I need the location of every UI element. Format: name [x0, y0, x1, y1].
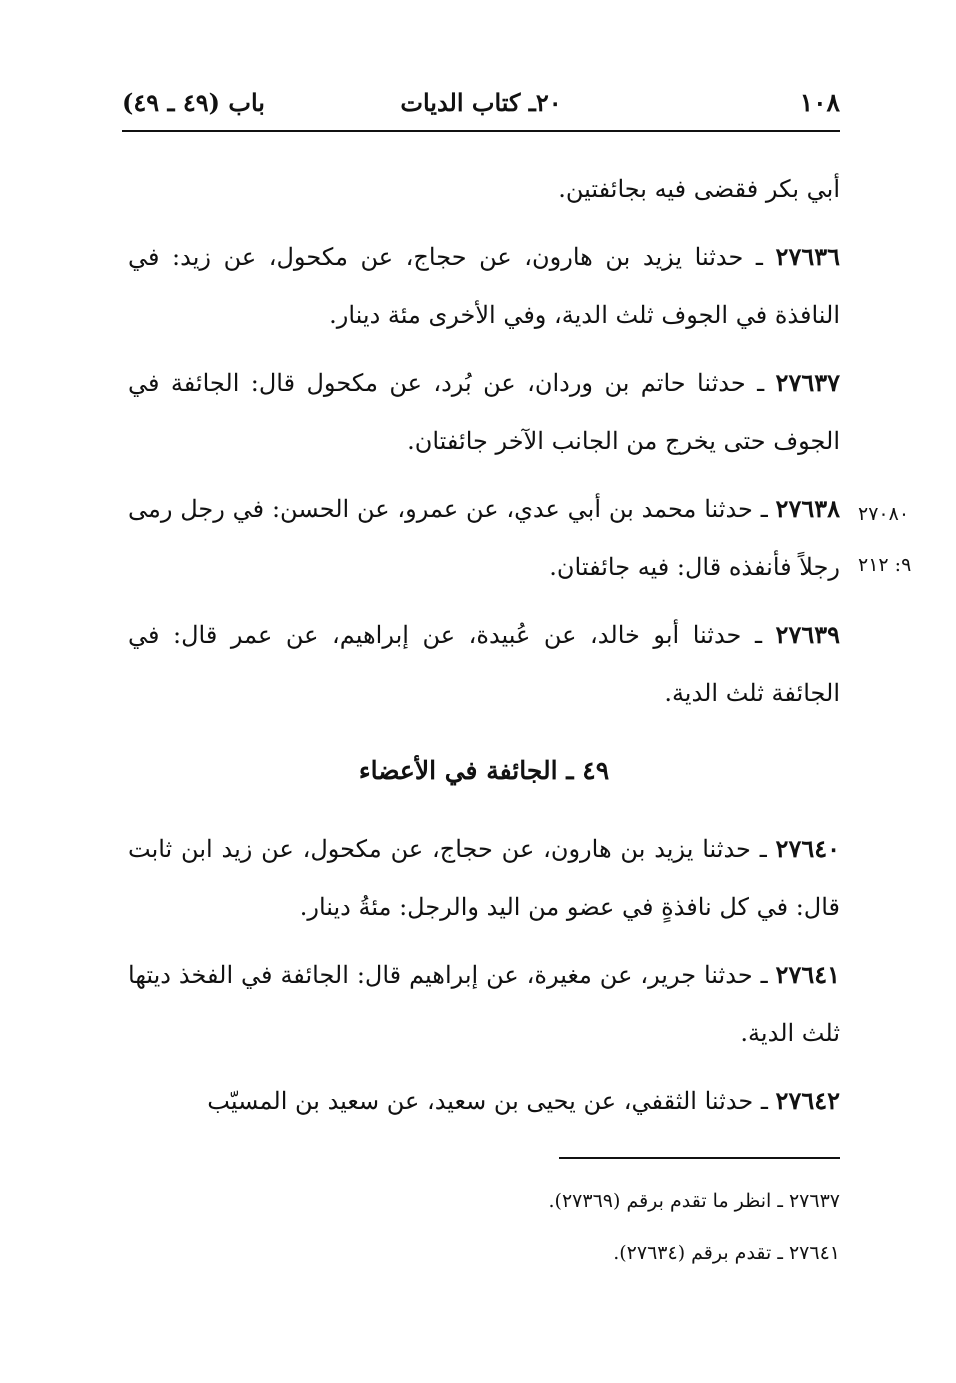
hadith-number: ٢٧٦٤٠ [775, 834, 840, 863]
hadith-27639 [128, 606, 840, 722]
section-heading: ٤٩ ـ الجائفة في الأعضاء [358, 756, 610, 785]
hadith-number: ٢٧٦٣٩ [775, 620, 840, 649]
margin-reference-number: ٢٧٠٨٠ [858, 503, 910, 525]
hadith-text: ـ حدثنا أبو خالد، عن عُبيدة، عن إبراهيم، عن عمر قال: في الجائفة ثلث الدية. [128, 621, 840, 707]
hadith-number: ٢٧٦٤٢ [775, 1086, 840, 1115]
hadith-number: ٢٧٦٣٦ [775, 242, 840, 271]
hadith-27636 [128, 228, 840, 344]
hadith-text: ـ حدثنا يزيد بن هارون، عن حجاج، عن مكحول، عن زيد ابن ثابت قال: في كل نافذةٍ في عضو من اليد والرجل: مئةُ دينار. [128, 835, 840, 921]
main-text [128, 160, 840, 1140]
hadith-text: ـ حدثنا حاتم بن وردان، عن بُرد، عن مكحول قال: الجائفة في الجوف حتى يخرج من الجانب الآخر جائفتان. [128, 369, 840, 455]
footnote-divider [559, 1157, 840, 1159]
hadith-number: ٢٧٦٣٨ [775, 494, 840, 523]
hadith-27637 [128, 354, 840, 470]
footnote: ٢٧٦٣٧ ـ انظر ما تقدم برقم (٢٧٣٦٩). [548, 1190, 840, 1212]
hadith-text: ـ حدثنا يزيد بن هارون، عن حجاج، عن مكحول، عن زيد: في النافذة في الجوف ثلث الدية، وفي الأخرى مئة دينار. [128, 243, 840, 329]
hadith-text: ـ حدثنا الثقفي، عن يحيى بن سعيد، عن سعيد بن المسيّب [207, 1087, 776, 1115]
header-divider [122, 130, 840, 132]
paragraph-continuation: أبي بكر فقضى فيه بجائفتين. [558, 175, 840, 203]
margin-volume-page: ٩: ٢١٢ [858, 554, 912, 576]
hadith-text: ـ حدثنا محمد بن أبي عدي، عن عمرو، عن الحسن: في رجل رمى رجلاً فأنفذه قال: فيه جائفتان. [128, 495, 840, 581]
running-header [122, 82, 840, 126]
chapter-reference: باب (٤٩ ـ ٤٩) [122, 88, 265, 117]
hadith-27642 [128, 1072, 840, 1130]
page-number: ١٠٨ [799, 88, 840, 117]
hadith-27641 [128, 946, 840, 1062]
hadith-27638 [128, 480, 840, 596]
footnote: ٢٧٦٤١ ـ تقدم برقم (٢٧٦٣٤). [613, 1242, 840, 1264]
hadith-27640 [128, 820, 840, 936]
hadith-number: ٢٧٦٤١ [775, 960, 840, 989]
hadith-text: ـ حدثنا جرير، عن مغيرة، عن إبراهيم قال: الجائفة في الفخذ ديتها ثلث الدية. [128, 961, 840, 1047]
book-title: ٢٠ـ كتاب الديات [400, 88, 562, 117]
hadith-number: ٢٧٦٣٧ [775, 368, 840, 397]
footnotes [300, 1175, 840, 1279]
